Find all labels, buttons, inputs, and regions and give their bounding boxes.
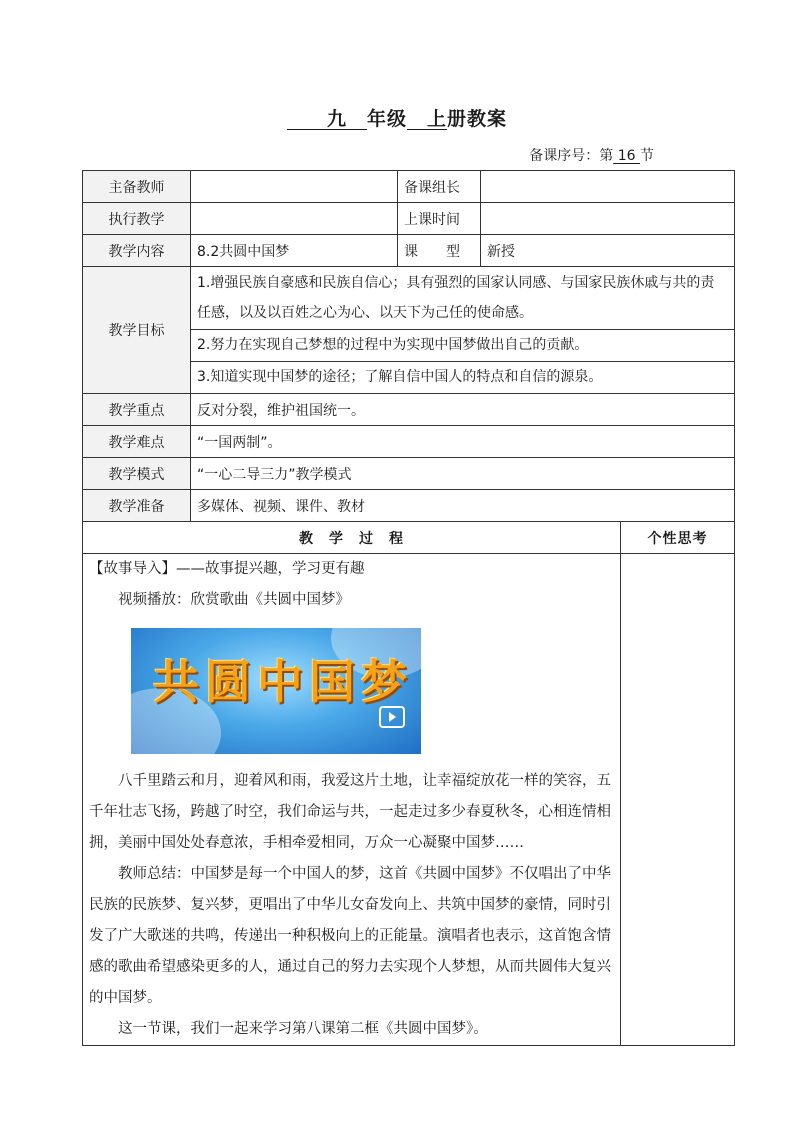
seq-number: 16 bbox=[617, 148, 636, 164]
prep-value: 多媒体、视频、课件、教材 bbox=[191, 490, 735, 522]
content-value: 8.2共圆中国梦 bbox=[191, 235, 398, 267]
teacher-label: 主备教师 bbox=[83, 171, 191, 203]
summary-paragraph: 教师总结：中国梦是每一个中国人的梦，这首《共圆中国梦》不仅唱出了中华民族的民族梦、复兴梦，更唱出了中华儿女奋发向上、共筑中国梦的豪情，同时引发了广大歌迷的共鸣，传递出一种积极向上的正能量。演唱者也表示，这首饱含情感的歌曲希望感染更多的人，通过自己的努力去实现个人梦想，从而共圆伟大复兴的中国梦。 bbox=[89, 866, 611, 1006]
class-time-value bbox=[481, 203, 735, 235]
lesson-type-value: 新授 bbox=[481, 235, 735, 267]
difficulty-label: 教学难点 bbox=[83, 426, 191, 458]
thumbnail-title: 共圆中国梦 bbox=[153, 655, 413, 709]
lesson-sequence bbox=[529, 145, 654, 165]
process-header: 教 学 过 程 bbox=[83, 522, 621, 554]
group-leader-label: 备课组长 bbox=[398, 171, 481, 203]
lyrics-paragraph: 八千里踏云和月，迎着风和雨，我爱这片土地，让幸福绽放花一样的笑容，五千年壮志飞扬，跨越了时空，我们命运与共，一起走过多少春夏秋冬，心相连情相拥，美丽中国处处春意浓，手相牵爱相同，万众一心凝聚中国梦…… bbox=[89, 773, 611, 851]
class-time-label: 上课时间 bbox=[398, 203, 481, 235]
closing-paragraph: 这一节课，我们一起来学习第八课第二框《共圆中国梦》。 bbox=[118, 1021, 488, 1037]
term: 上 bbox=[427, 108, 448, 130]
exec-value bbox=[191, 203, 398, 235]
page-title bbox=[0, 104, 794, 131]
seq-label: 备课序号：第 bbox=[529, 148, 614, 164]
objective-item: 1.增强民族自豪感和民族自信心；具有强烈的国家认同感、与国家民族休戚与共的责任感，以及以百姓之心为心、以天下为己任的使命感。 bbox=[191, 267, 735, 330]
objective-item: 3.知道实现中国梦的途径；了解自信中国人的特点和自信的源泉。 bbox=[191, 362, 735, 394]
reflection-header: 个性思考 bbox=[621, 522, 735, 554]
exec-label: 执行教学 bbox=[83, 203, 191, 235]
video-line: 视频播放：欣赏歌曲《共圆中国梦》 bbox=[118, 592, 350, 608]
song-video-thumbnail[interactable] bbox=[131, 628, 421, 754]
reflection-cell bbox=[621, 554, 735, 1046]
difficulty-value: “一国两制”。 bbox=[191, 426, 735, 458]
process-content bbox=[83, 554, 621, 1046]
lesson-type-label: 课 型 bbox=[398, 235, 481, 267]
objective-item: 2.努力在实现自己梦想的过程中为实现中国梦做出自己的贡献。 bbox=[191, 330, 735, 362]
term-suffix: 册教案 bbox=[447, 108, 508, 130]
teacher-value bbox=[191, 171, 398, 203]
grade: 九 bbox=[326, 108, 347, 130]
grade-suffix: 年级 bbox=[366, 108, 407, 130]
mode-label: 教学模式 bbox=[83, 458, 191, 490]
seq-suffix: 节 bbox=[640, 148, 654, 164]
mode-value: “一心二导三力”教学模式 bbox=[191, 458, 735, 490]
content-label: 教学内容 bbox=[83, 235, 191, 267]
prep-label: 教学准备 bbox=[83, 490, 191, 522]
group-leader-value bbox=[481, 171, 735, 203]
objectives-label: 教学目标 bbox=[83, 267, 191, 394]
play-icon[interactable] bbox=[379, 706, 405, 728]
key-point-value: 反对分裂，维护祖国统一。 bbox=[191, 394, 735, 426]
key-point-label: 教学重点 bbox=[83, 394, 191, 426]
lesson-plan-table bbox=[82, 170, 735, 1046]
story-intro: 【故事导入】——故事提兴趣，学习更有趣 bbox=[89, 561, 365, 577]
